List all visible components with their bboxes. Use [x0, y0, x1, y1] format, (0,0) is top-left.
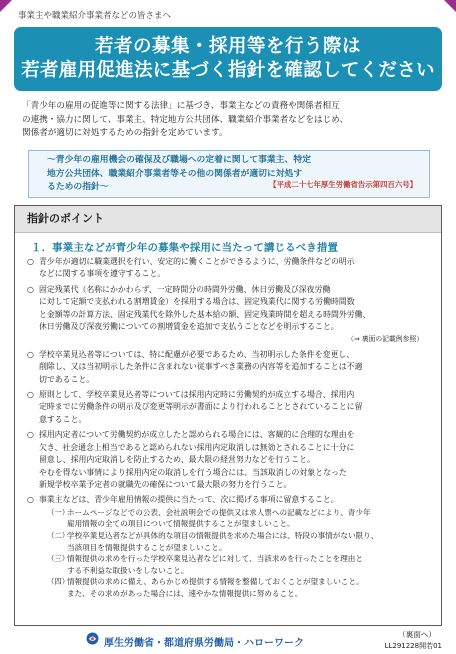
sub-item-text-line: また、その求めがあった場合には、速やかな情報提供に努めること。 [67, 588, 303, 598]
sub-item [39, 507, 429, 530]
intro-line: 関係者が適切に対処するための指針を定めています。 [22, 128, 228, 138]
point-text-line: 切であること。 [39, 374, 95, 384]
sub-item-marker: （三） [47, 554, 70, 564]
back-page-label: （裏面へ） [398, 630, 436, 639]
bullet-marker: ○ [27, 430, 34, 440]
point-text-line: 学校卒業見込者等については、特に配慮が必要であるため、当初明示した条件を変更し、 [39, 349, 355, 359]
bullet-marker: ○ [27, 257, 34, 266]
intro-line: 「青少年の雇用の促進等に関する法律」に基づき、事業主などの責務や関係者相互 [22, 101, 340, 111]
points-box [14, 205, 442, 626]
sub-item-text-line: ホームページなどでの公表、会社説明会での提供又は求人票への記載などにより、青少年 [67, 507, 371, 517]
sub-item-marker: （一） [47, 507, 70, 517]
bullet-marker: ○ [27, 390, 34, 400]
hero-title-line2: 若者雇用促進法に基づく指針を確認してください [21, 60, 435, 81]
sub-item-text-line: 情報提供の求めを行った学校卒業見込者などに対して、当該求めを行ったことを理由と [67, 554, 363, 564]
point-text-line: 青少年が適切に職業選択を行い、安定的に働くことができるように、労働条件などの明示 [39, 257, 355, 266]
point-text-line: 欠き、社会通念上相当であると認められない採用内定取消しは無効とされることに十分に [39, 442, 355, 452]
hero-banner [14, 27, 442, 91]
ministry-logo-icon [86, 632, 99, 645]
point-item [27, 349, 429, 386]
bullet-marker: ○ [27, 495, 34, 505]
point-text-line: などに関する事項を遵守すること。 [39, 269, 166, 279]
sub-item-text-line: 情報提供の求めに備え、あらかじめ提供する情報を整備しておくことが望ましいこと。 [67, 577, 364, 587]
guideline-title-line: ～青少年の雇用機会の確保及び職場への定着に関して事業主、特定 [47, 155, 311, 165]
point-item [27, 429, 429, 491]
point-item [27, 389, 429, 426]
point-text-line: 原則として、学校卒業見込者等については採用内定時に労働契約が成立する場合、採用内 [39, 390, 355, 400]
sub-item-marker: （二） [47, 530, 70, 540]
sub-item-text-line: 雇用情報の全ての項目について情報提供することが望ましいこと。 [67, 519, 295, 529]
corner-decoration-left [0, 0, 12, 12]
point-text-line: 意すること。 [39, 414, 87, 424]
hero-title-line1: 若者の募集・採用等を行う際は [94, 36, 361, 57]
point-text-line: 採用内定者について労働契約が成立したと認められる場合には、客観的に合理的な理由を [39, 430, 355, 440]
point-text-line: に対して定額で支払われる割増賃金）を採用する場合は、固定残業代に関する労働時間数 [39, 297, 355, 307]
point-item [27, 284, 429, 346]
guideline-title-line: るための指針～ [47, 182, 109, 192]
sub-item-text-line: する不利益な取扱いをしないこと。 [67, 565, 189, 575]
point-text-line: 新規学校卒業予定者の就職先の確保について最大限の努力を行うこと。 [39, 479, 292, 489]
point-text-line: 削除し、又は当初明示した条件に含まれない従事すべき業務の内容等を追加することは不適 [39, 362, 363, 372]
point-text-line: と金額等の計算方法、固定残業代を除外した基本給の額、固定残業時間を超える時間外労働、 [39, 309, 371, 319]
guideline-title-box [28, 150, 430, 198]
sub-item [39, 553, 429, 576]
sub-item-text-line: 当該項目を情報提供することが望ましいこと。 [67, 542, 227, 552]
ministry-name: 厚生労働省・都道府県労働局・ハローワーク [104, 638, 304, 649]
sub-item [39, 576, 429, 599]
point-text-line: 留意し、採用内定取消しを防止するため、最大限の経営努力などを行うこと。 [39, 455, 315, 465]
guideline-reference: 【平成二十七年厚生労働省告示第四百六号】 [269, 179, 417, 189]
sub-item-text-line: 学校卒業見込者などが具体的な項目の情報提供を求めた場合には、特段の事情がない限り、 [67, 530, 379, 540]
guideline-title-line: 地方公共団体、職業紹介事業者等その他の関係者が適切に対処す [47, 168, 303, 179]
document-code: LL291228開若01 [384, 642, 442, 650]
footer [0, 626, 456, 654]
section-title: １．事業主などが青少年の募集や採用に当たって講じるべき措置 [31, 242, 339, 254]
point-item [27, 494, 429, 599]
bullet-marker: ○ [27, 284, 34, 294]
point-text-line: 休日労働及び深夜労働についての割増賃金を追加で支払うことなどを明示すること。 [39, 322, 339, 332]
point-note: （⇒ 裏面の記載例参照） [347, 335, 423, 344]
corner-decoration-right [444, 0, 456, 12]
point-text-line: やむを得ない事情により採用内定の取消しを行う場合には、当該取消しの対象となった [39, 467, 347, 477]
bullet-marker: ○ [27, 349, 34, 359]
points-heading: 指針のポイント [15, 206, 441, 233]
audience-label: 事業主や職業紹介事業者などの皆さまへ [18, 11, 172, 21]
intro-paragraph [22, 100, 438, 141]
intro-line: の連携・協力に関して、事業主、特定地方公共団体、職業紹介事業者などをはじめ、 [22, 114, 349, 125]
point-text-line: 事業主などは、青少年雇用情報の提供に当たって、次に掲げる事項に留意すること。 [39, 495, 339, 505]
point-text-line: 定時までに労働条件の明示及び変更等明示が書面により行われることとされていることに留 [39, 402, 363, 412]
points-list [27, 256, 429, 602]
sub-item [39, 530, 429, 553]
point-item [27, 256, 429, 281]
sub-item-marker: （四） [47, 577, 70, 587]
point-text-line: 固定残業代（名称にかかわらず、一定時間分の時間外労働、休日労働及び深夜労働 [39, 284, 331, 294]
